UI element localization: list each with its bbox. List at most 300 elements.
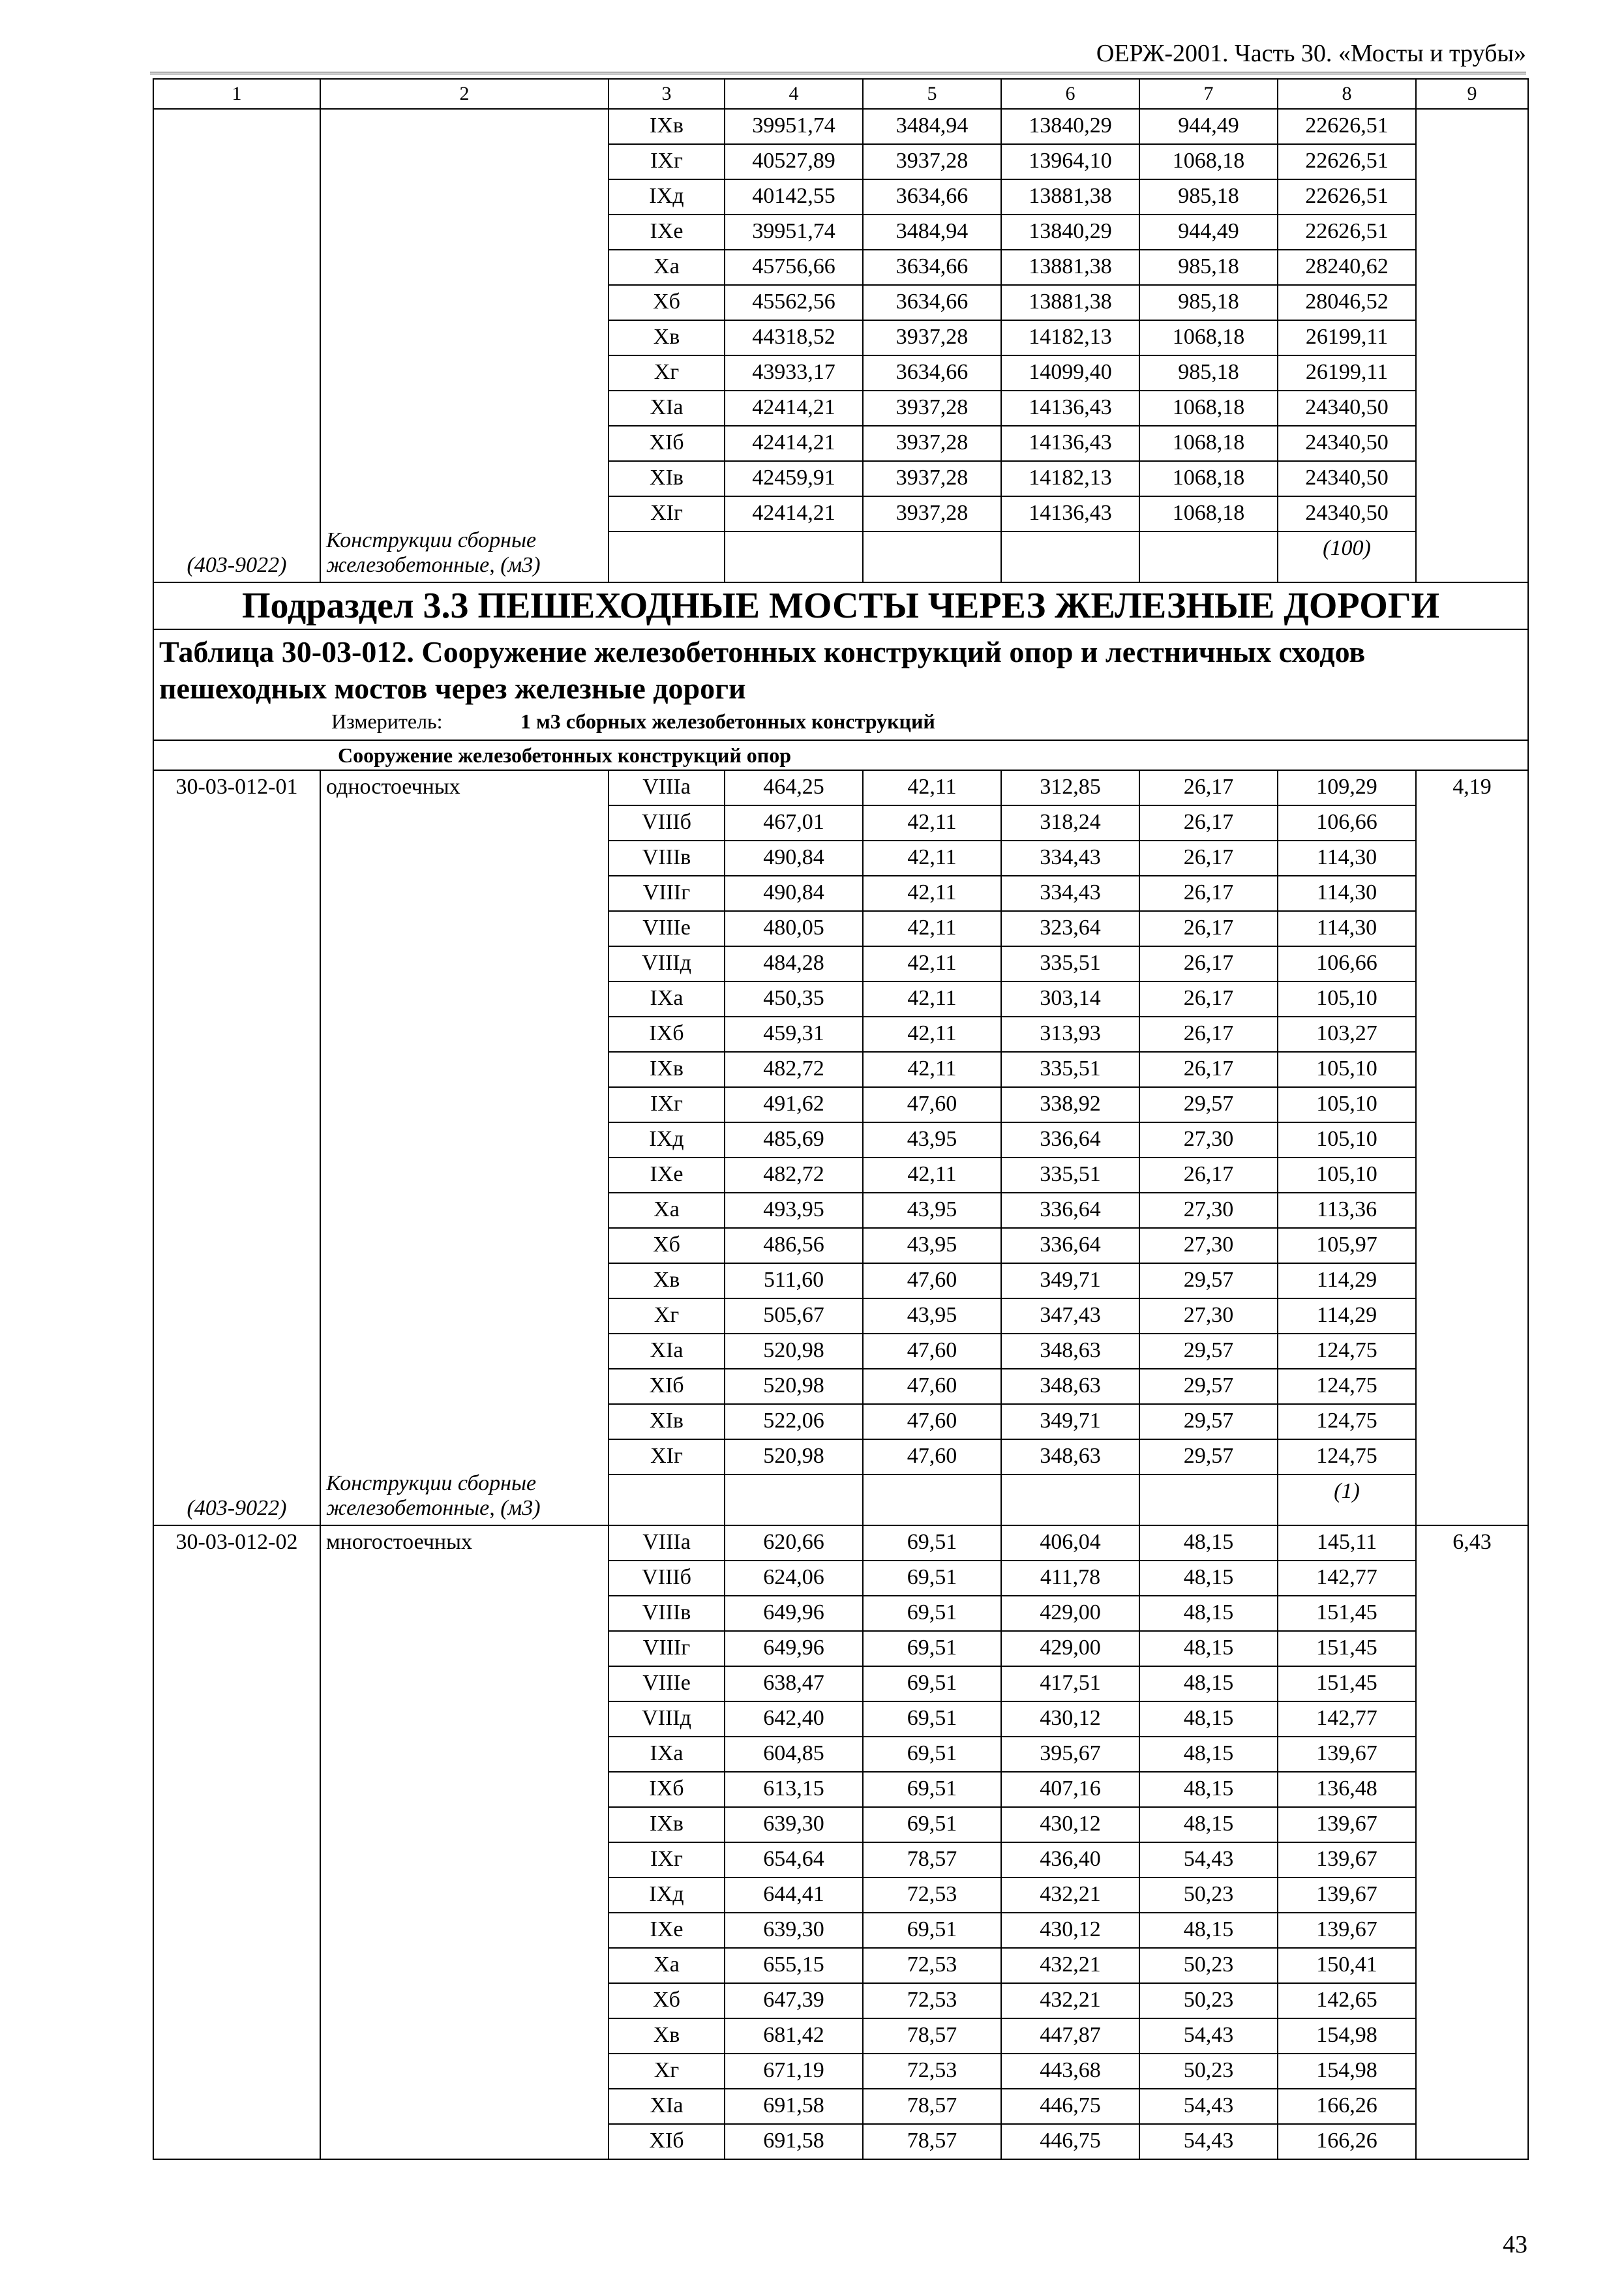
value-cell: 105,10 [1278,981,1416,1017]
value-cell: 29,57 [1139,1439,1278,1474]
value-cell: 50,23 [1139,1878,1278,1913]
value-cell: 649,96 [725,1596,863,1631]
value-cell: 1068,18 [1139,391,1278,426]
name-cell [320,770,609,1525]
resource-class-cell: VIIIе [609,1666,725,1701]
value-cell: 654,64 [725,1842,863,1878]
note-empty-cell [863,531,1001,582]
rates-table [153,78,1529,2160]
resource-class-cell: IXа [609,1737,725,1772]
value-cell: 406,04 [1001,1525,1139,1561]
subsection-title: Подраздел 3.3 ПЕШЕХОДНЫЕ МОСТЫ ЧЕРЕЗ ЖЕЛЕЗНЫЕ ДОРОГИ [153,582,1528,629]
resource-class-cell: Xб [609,1228,725,1263]
value-cell: 520,98 [725,1439,863,1474]
material-note: Конструкции сборные железобетонные, (м3) [326,528,541,577]
value-cell: 47,60 [863,1369,1001,1404]
resource-class-cell: IXг [609,1842,725,1878]
value-cell: 649,96 [725,1631,863,1666]
value-cell: 54,43 [1139,1842,1278,1878]
value-cell: 411,78 [1001,1561,1139,1596]
value-cell: 139,67 [1278,1807,1416,1842]
note-empty-cell [725,1474,863,1525]
value-cell: 432,21 [1001,1983,1139,2018]
value-cell: 48,15 [1139,1525,1278,1561]
value-cell: 27,30 [1139,1122,1278,1158]
value-cell: 42,11 [863,981,1001,1017]
value-cell: 166,26 [1278,2124,1416,2159]
value-cell: 105,10 [1278,1052,1416,1087]
value-cell: 47,60 [863,1404,1001,1439]
resource-class-cell: VIIIа [609,770,725,805]
resource-class-cell: IXб [609,1017,725,1052]
value-cell: 29,57 [1139,1404,1278,1439]
resource-class-cell: Xв [609,2018,725,2054]
value-cell: 13881,38 [1001,179,1139,215]
value-cell: 985,18 [1139,355,1278,391]
resource-class-cell: Xа [609,250,725,285]
value-cell: 78,57 [863,2018,1001,2054]
value-cell: 26,17 [1139,911,1278,946]
rates-table-body [153,79,1528,2159]
note-empty-cell [1001,1474,1139,1525]
value-cell: 45562,56 [725,285,863,320]
note-empty-cell [863,1474,1001,1525]
value-cell: 39951,74 [725,109,863,144]
value-cell: 48,15 [1139,1913,1278,1948]
note-empty-cell [609,1474,725,1525]
value-cell: 45756,66 [725,250,863,285]
value-cell: 691,58 [725,2089,863,2124]
value-cell: 447,87 [1001,2018,1139,2054]
value-cell: 48,15 [1139,1666,1278,1701]
value-cell: 78,57 [863,2089,1001,2124]
resource-class-cell: Xв [609,320,725,355]
resource-class-cell: XIб [609,426,725,461]
value-cell: 29,57 [1139,1334,1278,1369]
value-cell: 114,30 [1278,911,1416,946]
value-cell: 42414,21 [725,426,863,461]
value-cell: 13881,38 [1001,250,1139,285]
value-cell: 3937,28 [863,496,1001,531]
value-cell: 42,11 [863,1017,1001,1052]
value-cell: 151,45 [1278,1666,1416,1701]
resource-class-cell: XIв [609,461,725,496]
value-cell: 54,43 [1139,2018,1278,2054]
value-cell: 42,11 [863,805,1001,841]
value-cell: 486,56 [725,1228,863,1263]
value-cell: 42414,21 [725,496,863,531]
value-cell: 106,66 [1278,946,1416,981]
value-cell: 42,11 [863,1052,1001,1087]
value-cell: 39951,74 [725,215,863,250]
value-cell: 303,14 [1001,981,1139,1017]
value-cell: 50,23 [1139,1983,1278,2018]
resource-class-cell: XIг [609,1439,725,1474]
value-cell: 985,18 [1139,179,1278,215]
value-cell: 69,51 [863,1666,1001,1701]
value-cell: 48,15 [1139,1807,1278,1842]
resource-class-cell: Xв [609,1263,725,1298]
value-cell: 14136,43 [1001,496,1139,531]
value-cell: 166,26 [1278,2089,1416,2124]
value-cell: 642,40 [725,1701,863,1737]
value-cell: 313,93 [1001,1017,1139,1052]
value-cell: 639,30 [725,1807,863,1842]
value-cell: 154,98 [1278,2018,1416,2054]
value-cell: 644,41 [725,1878,863,1913]
value-cell: 26,17 [1139,1017,1278,1052]
value-cell: 22626,51 [1278,109,1416,144]
value-cell: 334,43 [1001,876,1139,911]
value-cell: 3937,28 [863,144,1001,179]
value-cell: 484,28 [725,946,863,981]
value-cell: 26199,11 [1278,355,1416,391]
resource-class-cell: IXе [609,1158,725,1193]
value-cell: 142,65 [1278,1983,1416,2018]
value-cell: 42,11 [863,946,1001,981]
code-cell [153,770,320,1525]
resource-class-cell: IXг [609,1087,725,1122]
value-cell: 43,95 [863,1122,1001,1158]
value-cell: 29,57 [1139,1087,1278,1122]
resource-class-cell: VIIIа [609,1525,725,1561]
resource-class-cell: XIб [609,2124,725,2159]
value-cell: 3937,28 [863,320,1001,355]
value-cell: 47,60 [863,1334,1001,1369]
value-cell: 105,97 [1278,1228,1416,1263]
value-cell: 624,06 [725,1561,863,1596]
column-number: 6 [1001,79,1139,109]
value-cell: 47,60 [863,1087,1001,1122]
value-cell: 430,12 [1001,1701,1139,1737]
table-row [153,1525,1528,1561]
value-cell: 348,63 [1001,1369,1139,1404]
value-cell: 42414,21 [725,391,863,426]
value-cell: 13881,38 [1001,285,1139,320]
resource-class-cell: Xа [609,1193,725,1228]
resource-class-cell: IXд [609,179,725,215]
value-cell: 348,63 [1001,1439,1139,1474]
value-cell: 482,72 [725,1052,863,1087]
column-number: 1 [153,79,320,109]
value-cell: 407,16 [1001,1772,1139,1807]
value-cell: 105,10 [1278,1158,1416,1193]
value-cell: 27,30 [1139,1298,1278,1334]
measure-value: 1 м3 сборных железобетонных конструкций [520,710,935,733]
value-cell: 43933,17 [725,355,863,391]
value-cell: 14099,40 [1001,355,1139,391]
value-cell: 114,29 [1278,1298,1416,1334]
running-header-title: ОЕРЖ-2001. Часть 30. «Мосты и трубы» [1096,40,1526,67]
value-cell: 114,30 [1278,876,1416,911]
value-cell: 13964,10 [1001,144,1139,179]
resource-class-cell: VIIIб [609,805,725,841]
value-cell: 27,30 [1139,1228,1278,1263]
value-cell: 29,57 [1139,1369,1278,1404]
value-cell: 42,11 [863,876,1001,911]
value-cell: 671,19 [725,2054,863,2089]
item-name: одностоечных [326,775,460,799]
value-cell: 48,15 [1139,1737,1278,1772]
value-cell: 464,25 [725,770,863,805]
value-cell: 691,58 [725,2124,863,2159]
resource-class-cell: XIа [609,2089,725,2124]
value-cell: 347,43 [1001,1298,1139,1334]
value-cell: 29,57 [1139,1263,1278,1298]
value-cell: 48,15 [1139,1701,1278,1737]
value-cell: 429,00 [1001,1596,1139,1631]
value-cell: 620,66 [725,1525,863,1561]
value-cell: 26,17 [1139,770,1278,805]
column-number: 8 [1278,79,1416,109]
value-cell: 139,67 [1278,1913,1416,1948]
value-cell: 3484,94 [863,215,1001,250]
value-cell: 154,98 [1278,2054,1416,2089]
value-cell: 1068,18 [1139,144,1278,179]
value-cell: 493,95 [725,1193,863,1228]
value-cell: 139,67 [1278,1878,1416,1913]
value-cell: 482,72 [725,1158,863,1193]
value-cell: 26,17 [1139,981,1278,1017]
value-cell: 639,30 [725,1913,863,1948]
value-cell: 490,84 [725,876,863,911]
value-cell: 43,95 [863,1228,1001,1263]
value-cell: 349,71 [1001,1404,1139,1439]
resource-class-cell: XIа [609,391,725,426]
qty-note: (1) [1278,1474,1416,1525]
table-row [153,770,1528,805]
value-cell: 109,29 [1278,770,1416,805]
resource-class-cell: XIа [609,1334,725,1369]
value-cell: 151,45 [1278,1596,1416,1631]
value-cell: 48,15 [1139,1631,1278,1666]
value-cell: 3634,66 [863,285,1001,320]
resource-class-cell: IXб [609,1772,725,1807]
measure-line [159,707,1522,736]
value-cell: 520,98 [725,1369,863,1404]
value-cell: 480,05 [725,911,863,946]
value-cell: 520,98 [725,1334,863,1369]
value-cell: 613,15 [725,1772,863,1807]
column-number: 9 [1416,79,1528,109]
code-cell [153,109,320,582]
resource-class-cell: VIIIг [609,1631,725,1666]
value-cell: 604,85 [725,1737,863,1772]
value-cell: 24340,50 [1278,496,1416,531]
value-cell: 22626,51 [1278,215,1416,250]
value-cell: 491,62 [725,1087,863,1122]
code-note: (403-9022) [187,553,287,577]
note-empty-cell [1139,1474,1278,1525]
value-cell: 450,35 [725,981,863,1017]
note-empty-cell [725,531,863,582]
measure-label: Измеритель: [331,710,443,733]
value-cell: 114,29 [1278,1263,1416,1298]
value-cell: 69,51 [863,1701,1001,1737]
running-header [150,35,1526,74]
value-cell: 47,60 [863,1439,1001,1474]
value-cell: 985,18 [1139,250,1278,285]
resource-class-cell: IXв [609,1807,725,1842]
value-cell: 336,64 [1001,1228,1139,1263]
column-number: 5 [863,79,1001,109]
material-note: Конструкции сборные железобетонные, (м3) [326,1471,541,1520]
page-number: 43 [1503,2231,1527,2258]
resource-class-cell: XIв [609,1404,725,1439]
resource-class-cell: IXд [609,1122,725,1158]
value-cell: 27,30 [1139,1193,1278,1228]
value-cell: 944,49 [1139,109,1278,144]
value-cell: 3634,66 [863,250,1001,285]
value-cell: 72,53 [863,1878,1001,1913]
name-cell [320,109,609,582]
resource-class-cell: XIб [609,1369,725,1404]
value-cell: 323,64 [1001,911,1139,946]
value-cell: 3634,66 [863,179,1001,215]
resource-class-cell: VIIIг [609,876,725,911]
value-cell: 3634,66 [863,355,1001,391]
value-cell: 145,11 [1278,1525,1416,1561]
value-cell: 985,18 [1139,285,1278,320]
value-cell: 436,40 [1001,1842,1139,1878]
value-cell: 142,77 [1278,1561,1416,1596]
value-cell: 42459,91 [725,461,863,496]
value-cell: 26199,11 [1278,320,1416,355]
value-cell: 22626,51 [1278,179,1416,215]
value-cell: 150,41 [1278,1948,1416,1983]
value-cell: 505,67 [725,1298,863,1334]
resource-class-cell: VIIIд [609,946,725,981]
value-cell: 48,15 [1139,1596,1278,1631]
value-cell: 24340,50 [1278,391,1416,426]
value-cell: 490,84 [725,841,863,876]
value-cell: 1068,18 [1139,426,1278,461]
resource-class-cell: IXа [609,981,725,1017]
value-cell: 78,57 [863,2124,1001,2159]
value-cell: 26,17 [1139,1052,1278,1087]
value-cell: 44318,52 [725,320,863,355]
value-cell: 338,92 [1001,1087,1139,1122]
resource-class-cell: IXе [609,1913,725,1948]
value-cell: 13840,29 [1001,109,1139,144]
value-cell: 24340,50 [1278,426,1416,461]
value-cell: 432,21 [1001,1878,1139,1913]
value-cell: 348,63 [1001,1334,1139,1369]
value-cell: 50,23 [1139,1948,1278,1983]
value-cell: 14182,13 [1001,461,1139,496]
value-cell: 522,06 [725,1404,863,1439]
item-code: 30-03-012-02 [175,1530,298,1554]
value-cell: 69,51 [863,1807,1001,1842]
value-cell: 335,51 [1001,1052,1139,1087]
value-cell: 42,11 [863,911,1001,946]
code-cell [153,1525,320,2159]
value-cell: 139,67 [1278,1842,1416,1878]
value-cell: 13840,29 [1001,215,1139,250]
value-cell: 1068,18 [1139,496,1278,531]
value-cell: 432,21 [1001,1948,1139,1983]
table-row [153,109,1528,144]
value-cell: 430,12 [1001,1807,1139,1842]
subsection-row [153,582,1528,629]
value-cell: 26,17 [1139,876,1278,911]
qty-note: (100) [1278,531,1416,582]
resource-class-cell: VIIIб [609,1561,725,1596]
value-cell: 42,11 [863,770,1001,805]
resource-class-cell: VIIIв [609,841,725,876]
value-cell: 3937,28 [863,391,1001,426]
table-title-cell [153,629,1528,740]
group-title-row [153,740,1528,770]
value-cell: 72,53 [863,2054,1001,2089]
value-cell: 26,17 [1139,946,1278,981]
value-cell: 318,24 [1001,805,1139,841]
value-cell: 40527,89 [725,144,863,179]
resource-class-cell: IXв [609,1052,725,1087]
value-cell: 3937,28 [863,461,1001,496]
value-cell: 47,60 [863,1263,1001,1298]
value-cell: 142,77 [1278,1701,1416,1737]
value-cell: 335,51 [1001,946,1139,981]
value-cell: 446,75 [1001,2089,1139,2124]
value-cell: 417,51 [1001,1666,1139,1701]
value-cell: 114,30 [1278,841,1416,876]
column-number-row [153,79,1528,109]
note-empty-cell [609,531,725,582]
value-cell: 105,10 [1278,1122,1416,1158]
value-cell: 48,15 [1139,1561,1278,1596]
value-cell: 72,53 [863,1948,1001,1983]
value-cell: 28046,52 [1278,285,1416,320]
value-cell: 54,43 [1139,2089,1278,2124]
value-cell: 485,69 [725,1122,863,1158]
value-cell: 69,51 [863,1772,1001,1807]
value-cell: 124,75 [1278,1439,1416,1474]
value-cell: 69,51 [863,1913,1001,1948]
resource-class-cell: IXд [609,1878,725,1913]
value-cell: 151,45 [1278,1631,1416,1666]
value-cell: 69,51 [863,1525,1001,1561]
resource-class-cell: XIг [609,496,725,531]
value-cell: 336,64 [1001,1193,1139,1228]
resource-class-cell: Xг [609,355,725,391]
resource-class-cell: IXв [609,109,725,144]
value-cell: 78,57 [863,1842,1001,1878]
resource-class-cell: VIIIе [609,911,725,946]
resource-class-cell: Xа [609,1948,725,1983]
value-cell: 335,51 [1001,1158,1139,1193]
value-cell: 681,42 [725,2018,863,2054]
value-cell: 113,36 [1278,1193,1416,1228]
value-cell: 334,43 [1001,841,1139,876]
resource-class-cell: Xб [609,285,725,320]
code-note: (403-9022) [187,1496,287,1520]
column-number: 4 [725,79,863,109]
value-cell: 944,49 [1139,215,1278,250]
value-cell: 336,64 [1001,1122,1139,1158]
value-cell: 106,66 [1278,805,1416,841]
value-cell: 103,27 [1278,1017,1416,1052]
value-cell: 43,95 [863,1193,1001,1228]
value-cell: 22626,51 [1278,144,1416,179]
value-cell: 42,11 [863,841,1001,876]
col9-cell [1416,109,1528,582]
value-cell: 69,51 [863,1561,1001,1596]
resource-class-cell: Xг [609,2054,725,2089]
value-cell: 69,51 [863,1737,1001,1772]
value-cell: 638,47 [725,1666,863,1701]
value-cell: 430,12 [1001,1913,1139,1948]
